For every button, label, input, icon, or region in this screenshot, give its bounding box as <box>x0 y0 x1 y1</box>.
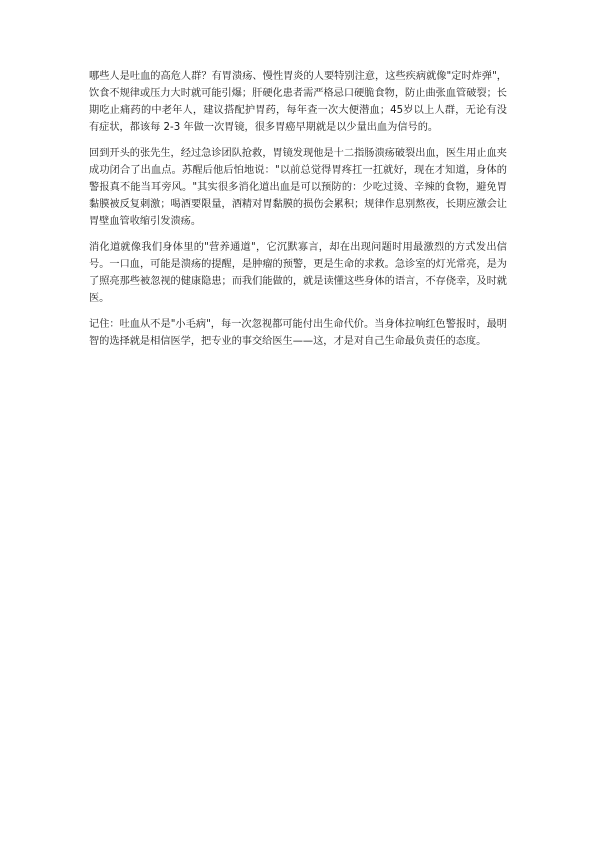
paragraph-case-outcome: 回到开头的张先生，经过急诊团队抢救，胃镜发现他是十二指肠溃疡破裂出血，医生用止血夹成功闭合了出血点。苏醒后他后怕地说："以前总觉得胃疼扛一扛就好，现在才知道，身体的警报真不能当耳旁风。"其实很多消化道出血是可以预防的：少吃过烫、辛辣的食物，避免胃黏膜被反复刺激；喝酒要限量，酒精对胃黏膜的损伤会累积；规律作息别熬夜，长期应激会让胃壁血管收缩引发溃疡。 <box>89 148 507 227</box>
paragraph-digestive-channel: 消化道就像我们身体里的"营养通道"，它沉默寡言，却在出现问题时用最激烈的方式发出信号。一口血，可能是溃疡的提醒，是肿瘤的预警，更是生命的求救。急诊室的灯光常亮，是为了照亮那些被忽视的健康隐患；而我们能做的，就是读懂这些身体的语言，不存侥幸，及时就医。 <box>89 242 507 304</box>
paragraph-high-risk-groups: 哪些人是吐血的高危人群？有胃溃疡、慢性胃炎的人要特别注意，这些疾病就像"定时炸弹"，饮食不规律或压力大时就可能引爆；肝硬化患者需严格忌口硬脆食物，防止曲张血管破裂；长期吃止痛药的中老年人，建议搭配护胃药，每年查一次大便潜血；45岁以上人群，无论有没有症状，都该每 2-3 年做一次胃镜，很多胃癌早期就是以少量出血为信号的。 <box>89 71 507 133</box>
paragraph-conclusion: 记住：吐血从不是"小毛病"，每一次忽视都可能付出生命代价。当身体拉响红色警报时，最明智的选择就是相信医学，把专业的事交给医生——这，才是对自己生命最负责任的态度。 <box>89 319 507 347</box>
article-body <box>89 68 507 359</box>
